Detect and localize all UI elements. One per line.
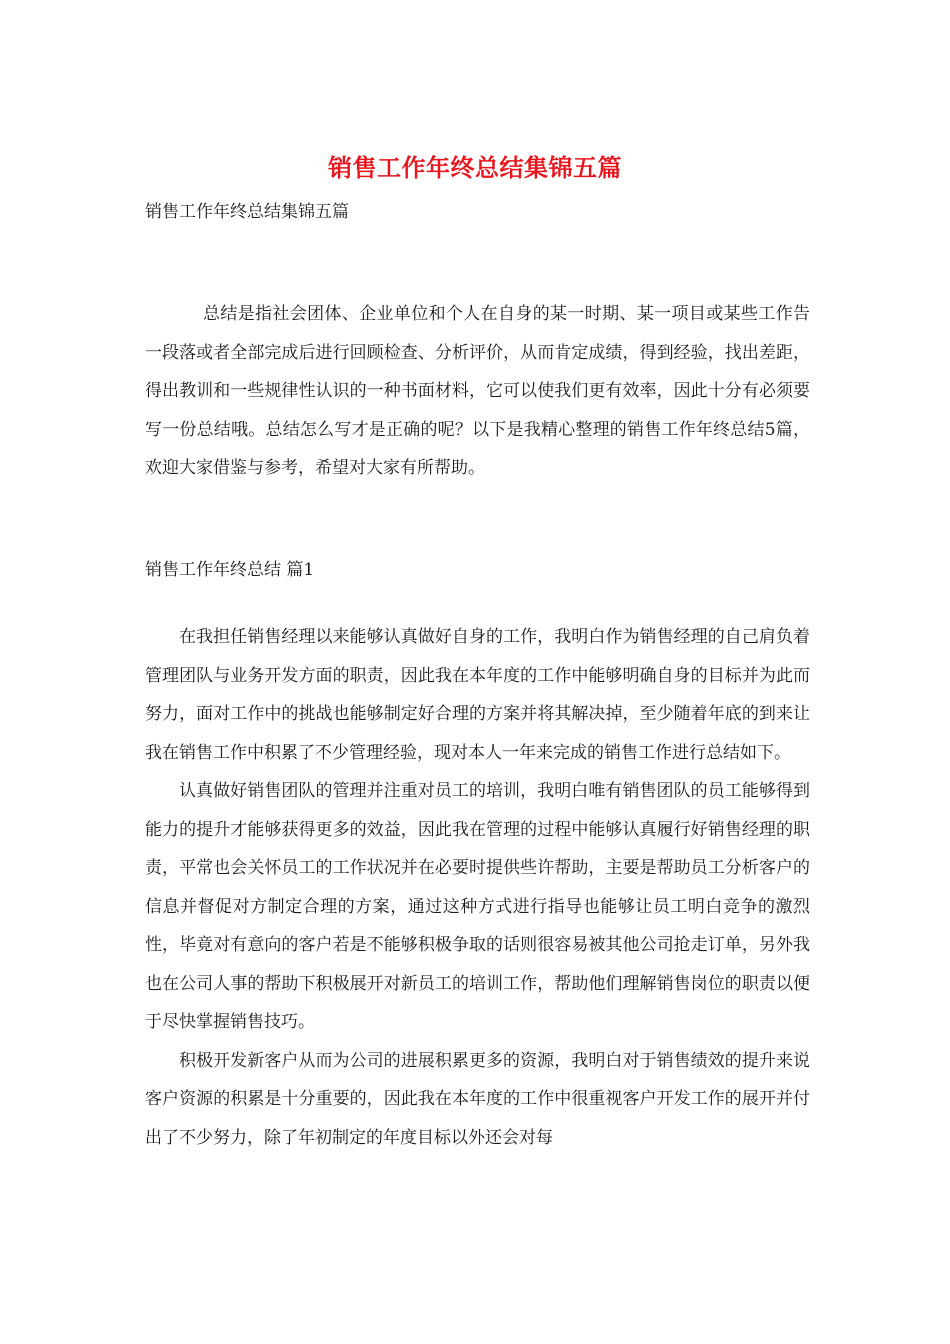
document-subtitle: 销售工作年终总结集锦五篇 [145, 202, 349, 222]
intro-block [145, 295, 810, 488]
body-paragraph: 积极开发新客户从而为公司的进展积累更多的资源，我明白对于销售绩效的提升来说客户资源的积累是十分重要的，因此我在本年度的工作中很重视客户开发工作的展开并付出了不少努力，除了年初制定的年度目标以外还会对每 [145, 1050, 810, 1148]
body-paragraph: 在我担任销售经理以来能够认真做好自身的工作，我明白作为销售经理的自己肩负着管理团队与业务开发方面的职责，因此我在本年度的工作中能够明确自身的目标并为此而努力，面对工作中的挑战也能够制定好合理的方案并将其解决掉，至少随着年底的到来让我在销售工作中积累了不少管理经验，现对本人一年来完成的销售工作进行总结如下。 [145, 627, 810, 763]
intro-paragraph: 总结是指社会团体、企业单位和个人在自身的某一时期、某一项目或某些工作告一段落或者全部完成后进行回顾检查、分析评价，从而肯定成绩，得到经验，找出差距，得出教训和一些规律性认识的一种书面材料，它可以使我们更有效率，因此十分有必须要写一份总结哦。总结怎么写才是正确的呢？以下是我精心整理的销售工作年终总结5篇，欢迎大家借鉴与参考，希望对大家有所帮助。 [145, 304, 810, 478]
section-body [145, 618, 810, 1157]
body-paragraph: 认真做好销售团队的管理并注重对员工的培训，我明白唯有销售团队的员工能够得到能力的提升才能够获得更多的效益，因此我在管理的过程中能够认真履行好销售经理的职责，平常也会关怀员工的工作状况并在必要时提供些许帮助，主要是帮助员工分析客户的信息并督促对方制定合理的方案，通过这种方式进行指导也能够让员工明白竞争的激烈性，毕竟对有意向的客户若是不能够积极争取的话则很容易被其他公司抢走订单，另外我也在公司人事的帮助下积极展开对新员工的培训工作，帮助他们理解销售岗位的职责以便于尽快掌握销售技巧。 [145, 781, 810, 1032]
document-title: 销售工作年终总结集锦五篇 [328, 153, 622, 182]
section-heading: 销售工作年终总结 篇1 [145, 560, 315, 580]
